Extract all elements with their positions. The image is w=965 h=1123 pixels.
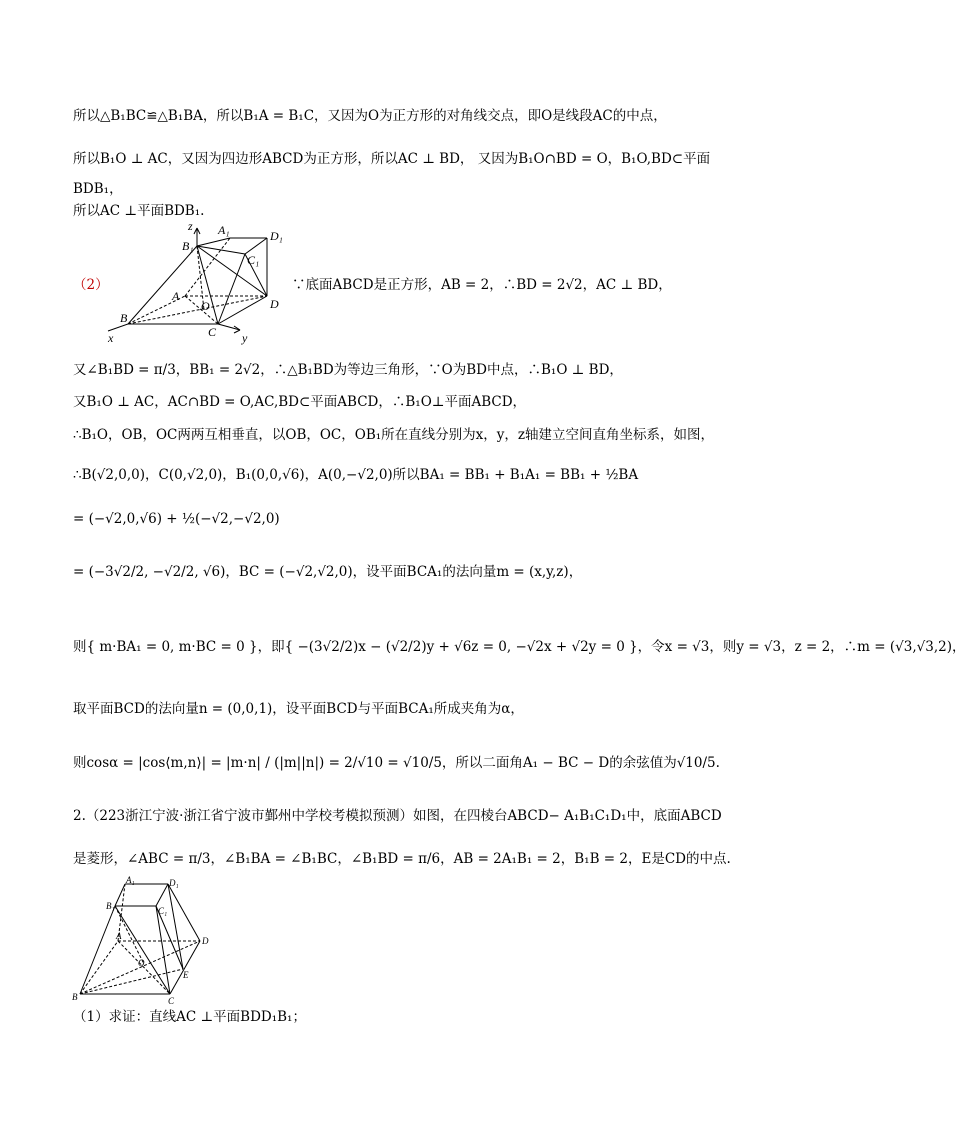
label-D: D [270, 297, 279, 311]
text-line-11: = (−3√2/2, −√2/2, √6)，BC = (−√2,√2,0)，设平面BCA₁的法向量m = (x,y,z)， [73, 564, 583, 580]
label2-C: C [168, 996, 175, 1006]
label-O: O [201, 299, 210, 313]
problem-2-text: 是菱形，∠ABC = π/3，∠B₁BA = ∠B₁BC，∠B₁BD = π/6，AB = 2A₁B₁ = 2，B₁B = 2，E是CD的中点. [73, 851, 731, 867]
text-line-1: 所以△B₁BC≌△B₁BA，所以B₁A = B₁C，又因为O为正方形的对角线交点，即O是线段AC的中点， [73, 108, 667, 124]
part-label-2: （2） [73, 277, 109, 293]
label2-A1: A₁ [126, 875, 135, 885]
label2-E: E [183, 970, 189, 980]
label2-C1: C₁ [158, 906, 168, 916]
label-D1: D₁ [270, 229, 283, 243]
label2-D1: D₁ [169, 878, 179, 888]
text-line-14: 则cosα = |cos⟨m,n⟩| = |m·n| / (|m||n|) = 2/√10 = √10/5，所以二面角A₁ − BC − D的余弦值为√10/5. [73, 755, 720, 771]
label-B: B [120, 311, 128, 325]
label2-O: O [138, 958, 145, 968]
label-x: x [108, 331, 114, 345]
label-z: z [188, 219, 193, 233]
text-line-10: = (−√2,0,√6) + ½(−√2,−√2,0) [73, 511, 280, 527]
label-C1: C₁ [247, 253, 260, 267]
text-line-6: 又∠B₁BD = π/3，BB₁ = 2√2，∴△B₁BD为等边三角形，∵O为BD中点，∴B₁O ⊥ BD， [73, 362, 623, 378]
label2-A: A [116, 931, 122, 941]
text-line-4: 所以AC ⊥平面BDB₁. [73, 203, 205, 219]
label-C: C [208, 325, 217, 339]
label-A1: A₁ [218, 223, 230, 237]
text-line-8: ∴B₁O，OB，OC两两互相垂直，以OB，OC，OB₁所在直线分别为x，y，z轴建立空间直角坐标系，如图， [73, 427, 715, 443]
text-line-12: 则{ m·BA₁ = 0, m·BC = 0 }，即{ −(3√2/2)x − (√2/2)y + √6z = 0, −√2x + √2y = 0 }，令x = √3，则y = √3，z = 2，∴m = (√3,√3,2)， [73, 639, 965, 655]
label-B1: B₁ [182, 239, 194, 253]
figure-prism-coordinates [100, 216, 300, 348]
text-line-5: ∵底面ABCD是正方形，AB = 2，∴BD = 2√2，AC ⊥ BD， [292, 277, 672, 293]
problem-2-part-1: （1）求证：直线AC ⊥平面BDD₁B₁； [73, 1009, 306, 1025]
label2-B1: B₁ [106, 901, 115, 911]
text-line-2: 所以B₁O ⊥ AC，又因为四边形ABCD为正方形，所以AC ⊥ BD， 又因为B₁O∩BD = O，B₁O,BD⊂平面 [73, 151, 711, 167]
label2-D: D [202, 936, 209, 946]
text-line-13: 取平面BCD的法向量n = (0,0,1)，设平面BCD与平面BCA₁所成夹角为α， [73, 701, 524, 717]
label-y: y [242, 331, 248, 345]
figure-frustum [70, 876, 220, 1006]
problem-2-header: 2.（223浙江宁波·浙江省宁波市鄞州中学校考模拟预测）如图，在四棱台ABCD− A₁B₁C₁D₁中，底面ABCD [73, 808, 722, 824]
text-line-7: 又B₁O ⊥ AC，AC∩BD = O,AC,BD⊂平面ABCD，∴B₁O⊥平面ABCD， [73, 394, 527, 410]
label2-B: B [72, 992, 78, 1002]
text-line-9: ∴B(√2,0,0)，C(0,√2,0)，B₁(0,0,√6)，A(0,−√2,0)所以BA₁ = BB₁ + B₁A₁ = BB₁ + ½BA [73, 467, 639, 483]
label-A: A [172, 289, 180, 303]
text-line-3: BDB₁， [73, 181, 123, 197]
